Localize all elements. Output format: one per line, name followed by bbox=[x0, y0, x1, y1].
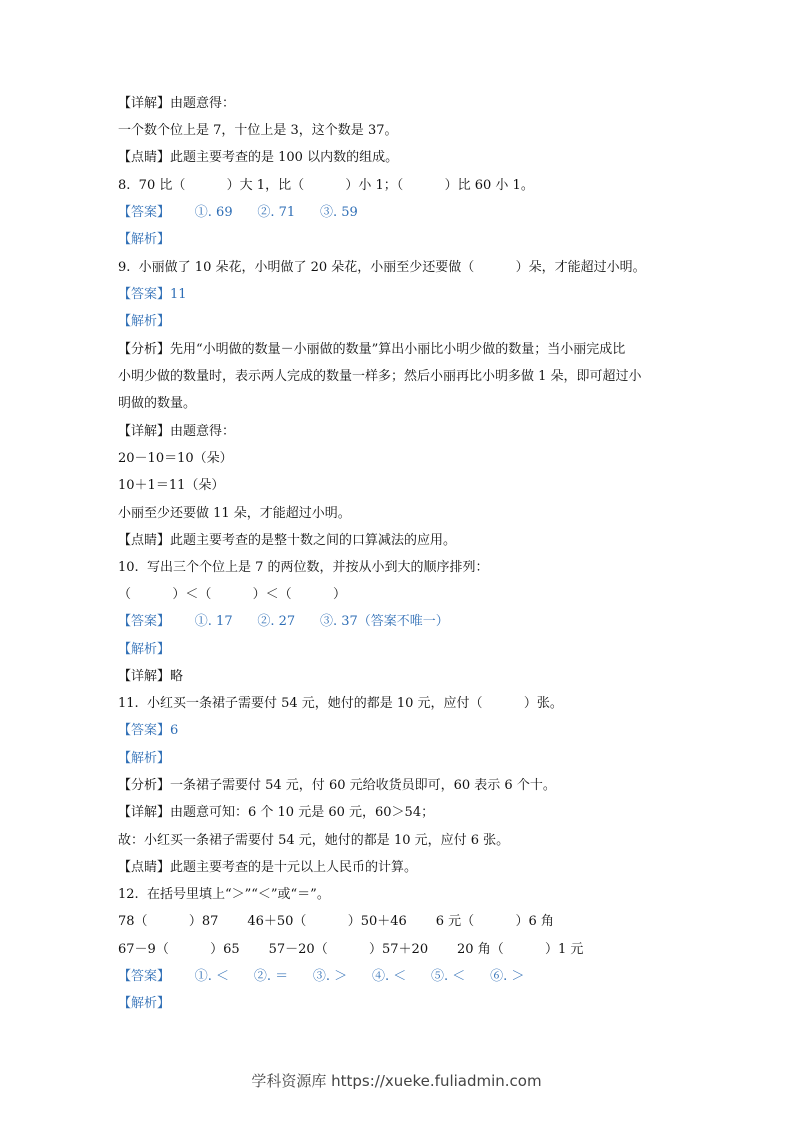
text-line: 【答案】 ①. ＜ ②. ＝ ③. ＞ ④. ＜ ⑤. ＜ ⑥. ＞ bbox=[118, 969, 525, 984]
text-line: 【答案】6 bbox=[118, 723, 179, 738]
text-line: 【分析】先用“小明做的数量－小丽做的数量”算出小丽比小明少做的数量；当小丽完成比 bbox=[118, 342, 626, 357]
text-line: 20－10＝10（朵） bbox=[118, 451, 233, 466]
text-line: （ ）＜（ ）＜（ ） bbox=[118, 587, 346, 602]
text-line: 10＋1＝11（朵） bbox=[118, 478, 225, 493]
text-line: 12. 在括号里填上“＞”“＜”或“＝”。 bbox=[118, 887, 330, 902]
text-line: 一个数个位上是 7，十位上是 3，这个数是 37。 bbox=[118, 123, 398, 138]
text-line: 8. 70 比（ ）大 1，比（ ）小 1；（ ）比 60 小 1。 bbox=[118, 178, 534, 193]
text-line: 【详解】略 bbox=[118, 669, 184, 684]
text-line: 【解析】 bbox=[118, 751, 171, 766]
text-line: 【点睛】此题主要考查的是整十数之间的口算减法的应用。 bbox=[118, 533, 457, 548]
text-line: 小丽至少还要做 11 朵，才能超过小明。 bbox=[118, 506, 351, 521]
text-line: 故：小红买一条裙子需要付 54 元，她付的都是 10 元，应付 6 张。 bbox=[118, 833, 510, 848]
text-line: 小明少做的数量时，表示两人完成的数量一样多；然后小丽再比小明多做 1 朵，即可超过小 bbox=[118, 369, 642, 384]
text-line: 【详解】由题意得： bbox=[118, 96, 236, 111]
text-line: 【解析】 bbox=[118, 642, 171, 657]
text-line: 明做的数量。 bbox=[118, 396, 197, 411]
text-line: 【答案】 ①. 17 ②. 27 ③. 37（答案不唯一） bbox=[118, 614, 449, 629]
text-line: 【解析】 bbox=[118, 314, 171, 329]
text-line: 【答案】11 bbox=[118, 287, 187, 302]
text-line: 【分析】一条裙子需要付 54 元，付 60 元给收货员即可，60 表示 6 个十。 bbox=[118, 778, 556, 793]
text-line: 【解析】 bbox=[118, 232, 171, 247]
text-line: 【详解】由题意得： bbox=[118, 424, 236, 439]
text-line: 【点睛】此题主要考查的是十元以上人民币的计算。 bbox=[118, 860, 418, 875]
text-line: 【点睛】此题主要考查的是 100 以内数的组成。 bbox=[118, 150, 399, 165]
text-line: 78（ ）87 46＋50（ ）50＋46 6 元（ ）6 角 bbox=[118, 914, 554, 929]
text-line: 11. 小红买一条裙子需要付 54 元，她付的都是 10 元，应付（ ）张。 bbox=[118, 696, 563, 711]
text-line: 67－9（ ）65 57－20（ ）57＋20 20 角（ ）1 元 bbox=[118, 942, 584, 957]
text-line: 【解析】 bbox=[118, 996, 171, 1011]
text-line: 9. 小丽做了 10 朵花，小明做了 20 朵花，小丽至少还要做（ ）朵，才能超过小明。 bbox=[118, 260, 646, 275]
text-line: 【答案】 ①. 69 ②. 71 ③. 59 bbox=[118, 205, 358, 220]
text-line: 10. 写出三个个位上是 7 的两位数，并按从小到大的顺序排列： bbox=[118, 560, 489, 575]
page-footer-watermark: 学科资源库 https://xueke.fuliadmin.com bbox=[251, 1072, 542, 1090]
text-line: 【详解】由题意可知：6 个 10 元是 60 元，60＞54； bbox=[118, 805, 435, 820]
